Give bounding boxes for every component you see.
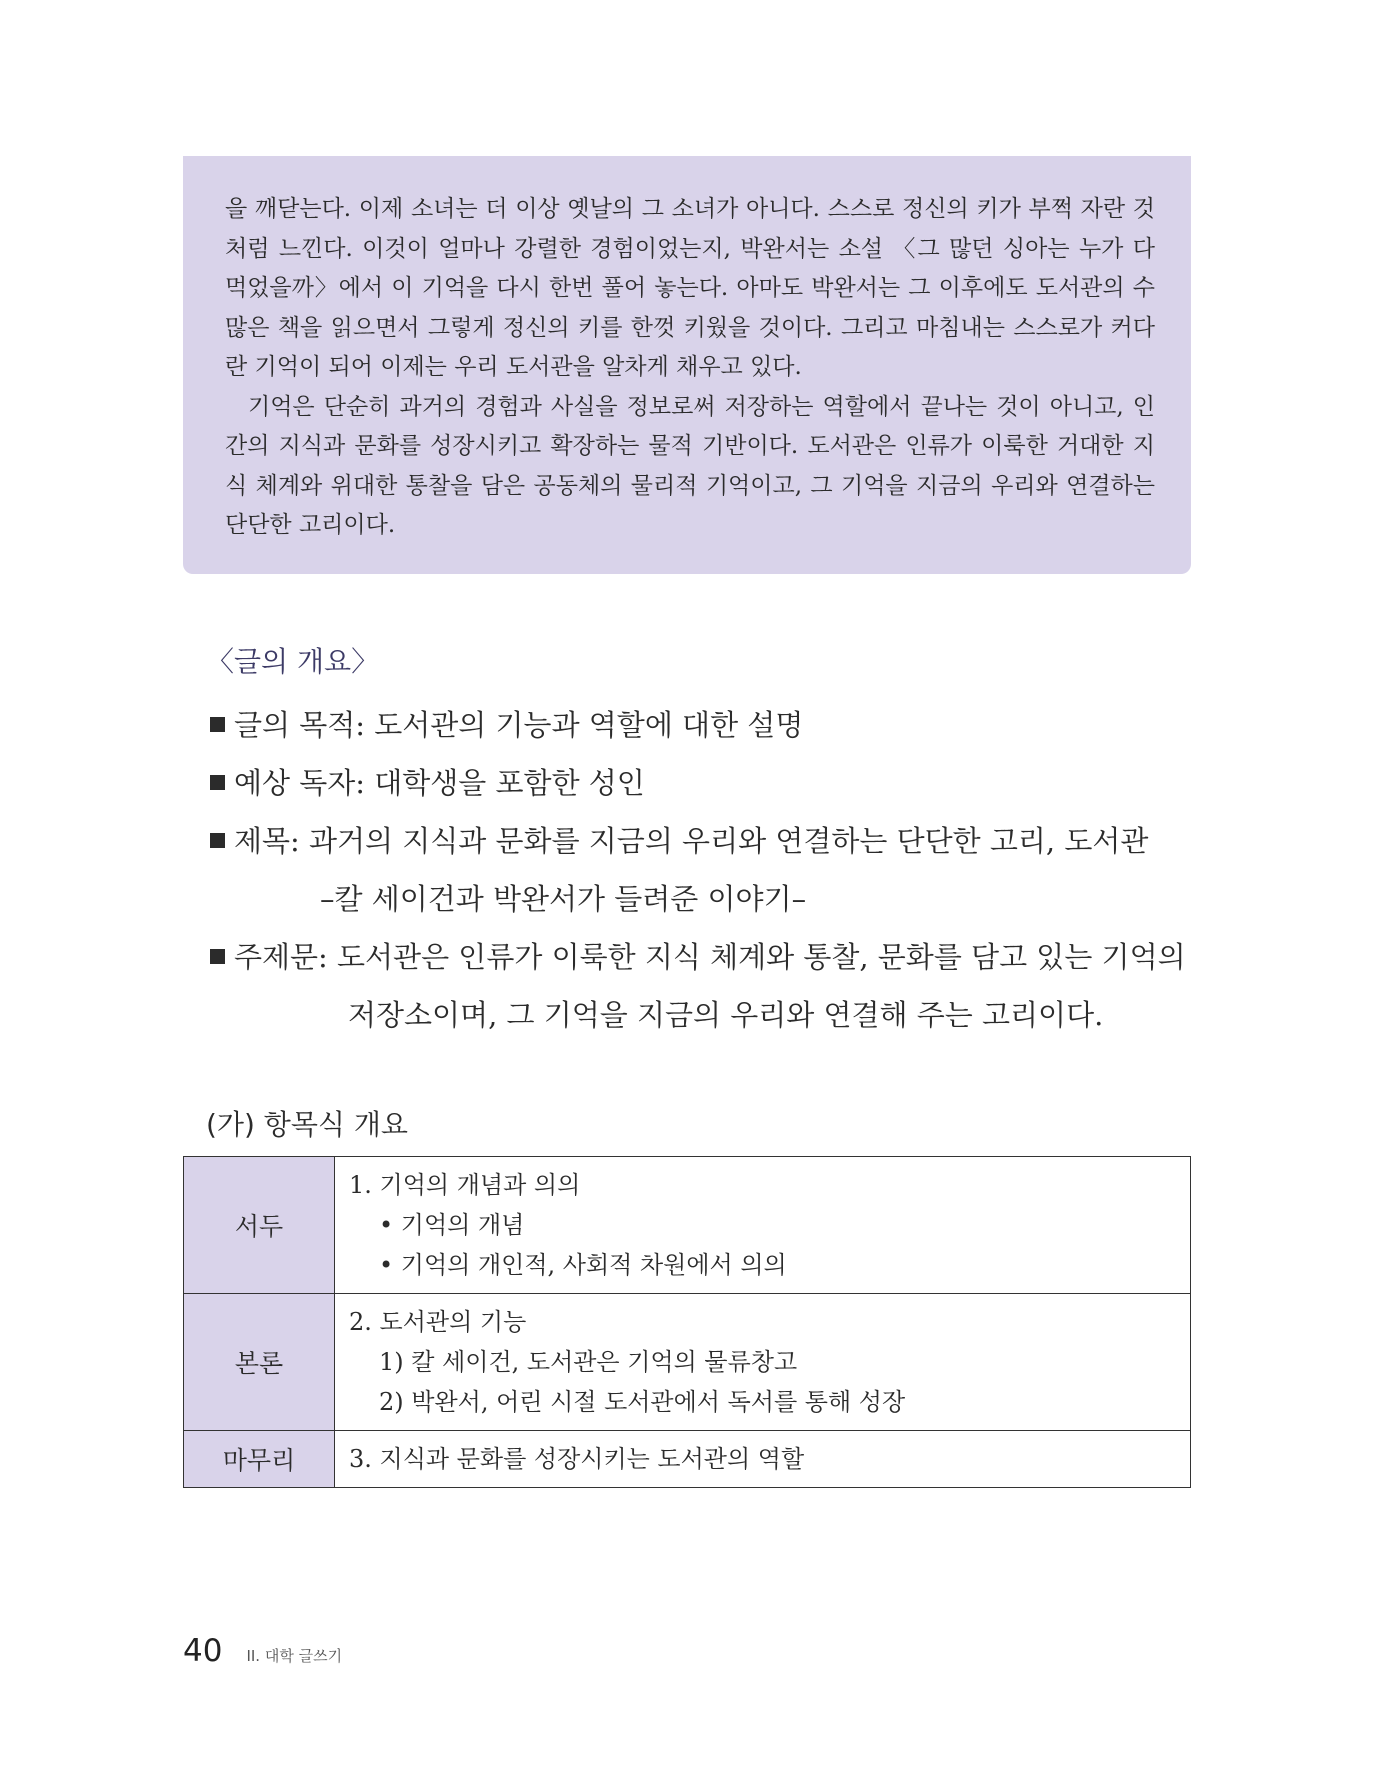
- overview-item-thesis: [210, 928, 1195, 1044]
- outline-table: [183, 1156, 1191, 1488]
- section-label: 마무리: [184, 1431, 335, 1488]
- section-label: 서두: [184, 1157, 335, 1294]
- thesis-text: 주제문: 도서관은 인류가 이룩한 지식 체계와 통찰, 문화를 담고 있는 기억의: [234, 940, 1186, 974]
- outline-line: 2. 도서관의 기능: [349, 1308, 527, 1336]
- page-number: 40: [183, 1633, 223, 1669]
- outline-line: 1. 기억의 개념과 의의: [349, 1171, 581, 1199]
- square-bullet-icon: [210, 717, 225, 732]
- audience-text: 예상 독자: 대학생을 포함한 성인: [234, 766, 645, 800]
- subtitle-text: –칼 세이건과 박완서가 들려준 이야기–: [320, 882, 807, 916]
- section-content: [335, 1294, 1191, 1431]
- square-bullet-icon: [210, 833, 225, 848]
- outline-line: 2) 박완서, 어린 시절 도서관에서 독서를 통해 성장: [379, 1388, 906, 1416]
- quote-box: [183, 156, 1191, 574]
- square-bullet-icon: [210, 949, 225, 964]
- overview-item-audience: [210, 754, 1195, 812]
- overview-list: [210, 696, 1195, 1044]
- purpose-text: 글의 목적: 도서관의 기능과 역할에 대한 설명: [234, 708, 804, 742]
- overview-item-purpose: [210, 696, 1195, 754]
- outline-heading: (가) 항목식 개요: [206, 1108, 408, 1141]
- page-footer: [183, 1633, 342, 1669]
- outline-line: 3. 지식과 문화를 성장시키는 도서관의 역할: [349, 1445, 805, 1473]
- outline-line: 1) 칼 세이건, 도서관은 기억의 물류창고: [379, 1348, 798, 1376]
- quote-paragraph-1: 을 깨닫는다. 이제 소녀는 더 이상 옛날의 그 소녀가 아니다. 스스로 정신의 키가 부쩍 자란 것처럼 느낀다. 이것이 얼마나 강렬한 경험이었는지, 박완서는 소설 〈그 많던 싱아는 누가 다 먹었을까〉에서 이 기억을 다시 한번 풀어 놓는다. 아마도 박완서는 그 이후에도 도서관의 수많은 책을 읽으면서 그렇게 정신의 키를 한껏 키웠을 것이다. 그리고 마침내는 스스로가 커다란 기억이 되어 이제는 우리 도서관을 알차게 채우고 있다.: [225, 196, 1155, 380]
- outline-line: • 기억의 개념: [379, 1211, 525, 1239]
- outline-line: • 기억의 개인적, 사회적 차원에서 의의: [379, 1251, 787, 1279]
- thesis-continuation-text: 저장소이며, 그 기억을 지금의 우리와 연결해 주는 고리이다.: [348, 998, 1104, 1032]
- section-label: 본론: [184, 1294, 335, 1431]
- title-text: 제목: 과거의 지식과 문화를 지금의 우리와 연결하는 단단한 고리, 도서관: [234, 824, 1149, 858]
- square-bullet-icon: [210, 775, 225, 790]
- table-row: [184, 1294, 1191, 1431]
- overview-heading: 〈글의 개요〉: [206, 645, 380, 678]
- quote-paragraph-2: 기억은 단순히 과거의 경험과 사실을 정보로써 저장하는 역할에서 끝나는 것이 아니고, 인간의 지식과 문화를 성장시키고 확장하는 물적 기반이다. 도서관은 인류가 이룩한 거대한 지식 체계와 위대한 통찰을 담은 공동체의 물리적 기억이고, 그 기억을 지금의 우리와 연결하는 단단한 고리이다.: [225, 393, 1155, 538]
- section-content: [335, 1157, 1191, 1294]
- section-content: [335, 1431, 1191, 1488]
- table-row: [184, 1157, 1191, 1294]
- table-row: [184, 1431, 1191, 1488]
- overview-item-title: [210, 812, 1195, 928]
- chapter-label: II. 대학 글쓰기: [246, 1647, 343, 1665]
